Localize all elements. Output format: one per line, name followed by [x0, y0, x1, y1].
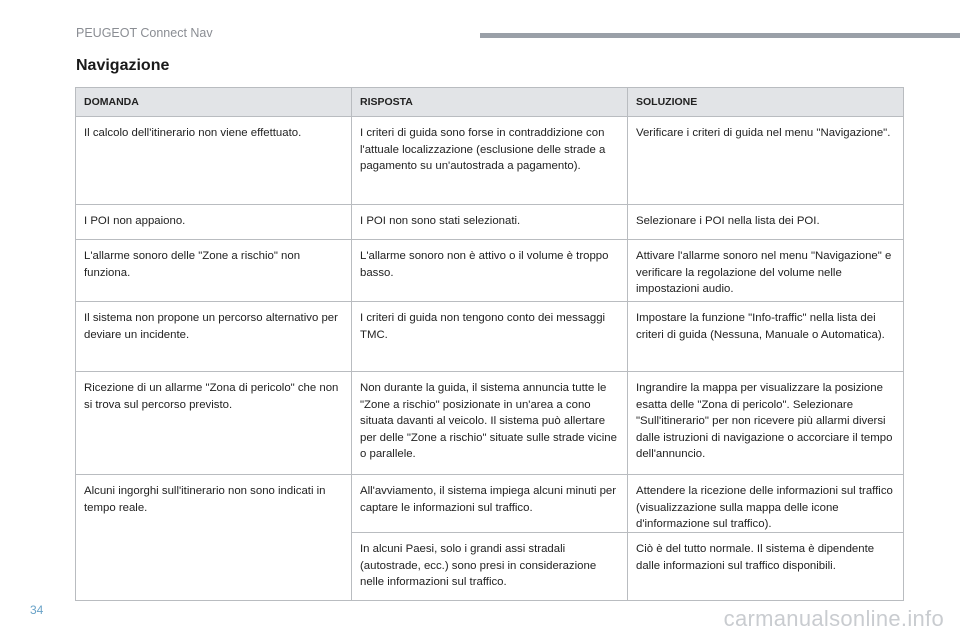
section-title: Navigazione: [76, 57, 170, 74]
table-row: [76, 474, 903, 532]
question-cell: Il sistema non propone un percorso alternativo per deviare un incidente.: [76, 302, 352, 371]
question-cell: Ricezione di un allarme "Zona di pericolo" che non si trova sul percorso previsto.: [76, 372, 352, 474]
question-cell: I POI non appaiono.: [76, 205, 352, 239]
table-row: [76, 532, 903, 600]
solution-cell: Attivare l'allarme sonoro nel menu "Navigazione" e verificare la regolazione del volume nelle impostazioni audio.: [636, 250, 892, 296]
question-cell: Il calcolo dell'itinerario non viene effettuato.: [76, 117, 352, 204]
solution-cell: Ingrandire la mappa per visualizzare la posizione esatta delle "Zona di pericolo". Selezionare "Sull'itinerario" per non ricevere più allarmi diversi dalle istruzioni di navigazione o accorciare il tempo dell'annuncio.: [636, 382, 893, 461]
table-row: [76, 371, 903, 474]
answer-cell: In alcuni Paesi, solo i grandi assi stradali (autostrade, ecc.) sono presi in considerazione nelle informazioni sul traffico.: [352, 532, 628, 600]
answer-cell: I POI non sono stati selezionati.: [352, 205, 628, 239]
answer-cell: I criteri di guida non tengono conto dei messaggi TMC.: [352, 302, 628, 371]
page-number: 34: [30, 603, 44, 617]
solution-cell: Selezionare i POI nella lista dei POI.: [636, 215, 820, 227]
answer-cell: I criteri di guida sono forse in contraddizione con l'attuale localizzazione (esclusione delle strade a pagamento su un'autostrada a pagamento).: [352, 117, 628, 204]
question-cell-merged: [76, 532, 352, 600]
solution-cell: Impostare la funzione "Info-traffic" nella lista dei criteri di guida (Nessuna, Manuale o Automatica).: [636, 312, 885, 341]
table-row: [76, 301, 903, 371]
column-header-domanda: DOMANDA: [76, 88, 352, 116]
column-header-soluzione: SOLUZIONE: [628, 88, 903, 116]
header-bar: [480, 33, 960, 38]
solution-cell: Verificare i criteri di guida nel menu "Navigazione".: [636, 127, 891, 139]
table-row: [76, 239, 903, 301]
table-row: [76, 204, 903, 239]
question-cell: Alcuni ingorghi sull'itinerario non sono indicati in tempo reale.: [76, 475, 352, 532]
answer-cell: All'avviamento, il sistema impiega alcuni minuti per captare le informazioni sul traffico.: [352, 475, 628, 532]
table-header-row: [76, 88, 903, 116]
solution-cell: Ciò è del tutto normale. Il sistema è dipendente dalle informazioni sul traffico disponibili.: [628, 532, 903, 600]
column-header-risposta: RISPOSTA: [352, 88, 628, 116]
running-header: PEUGEOT Connect Nav: [76, 26, 213, 40]
faq-table: [75, 87, 904, 601]
table-row: [76, 116, 903, 204]
answer-cell: L'allarme sonoro non è attivo o il volume è troppo basso.: [352, 240, 628, 301]
solution-cell: Attendere la ricezione delle informazioni sul traffico (visualizzazione sulla mappa delle icone d'informazione sul traffico).: [636, 485, 893, 531]
answer-cell: Non durante la guida, il sistema annuncia tutte le "Zone a rischio" posizionate in un'area a cono situata davanti al veicolo. Il sistema può allertare per delle "Zone a rischio" situate sulle strade vicine o parallele.: [352, 372, 628, 474]
question-cell: L'allarme sonoro delle "Zone a rischio" non funziona.: [76, 240, 352, 301]
watermark: carmanualsonline.info: [723, 606, 944, 631]
